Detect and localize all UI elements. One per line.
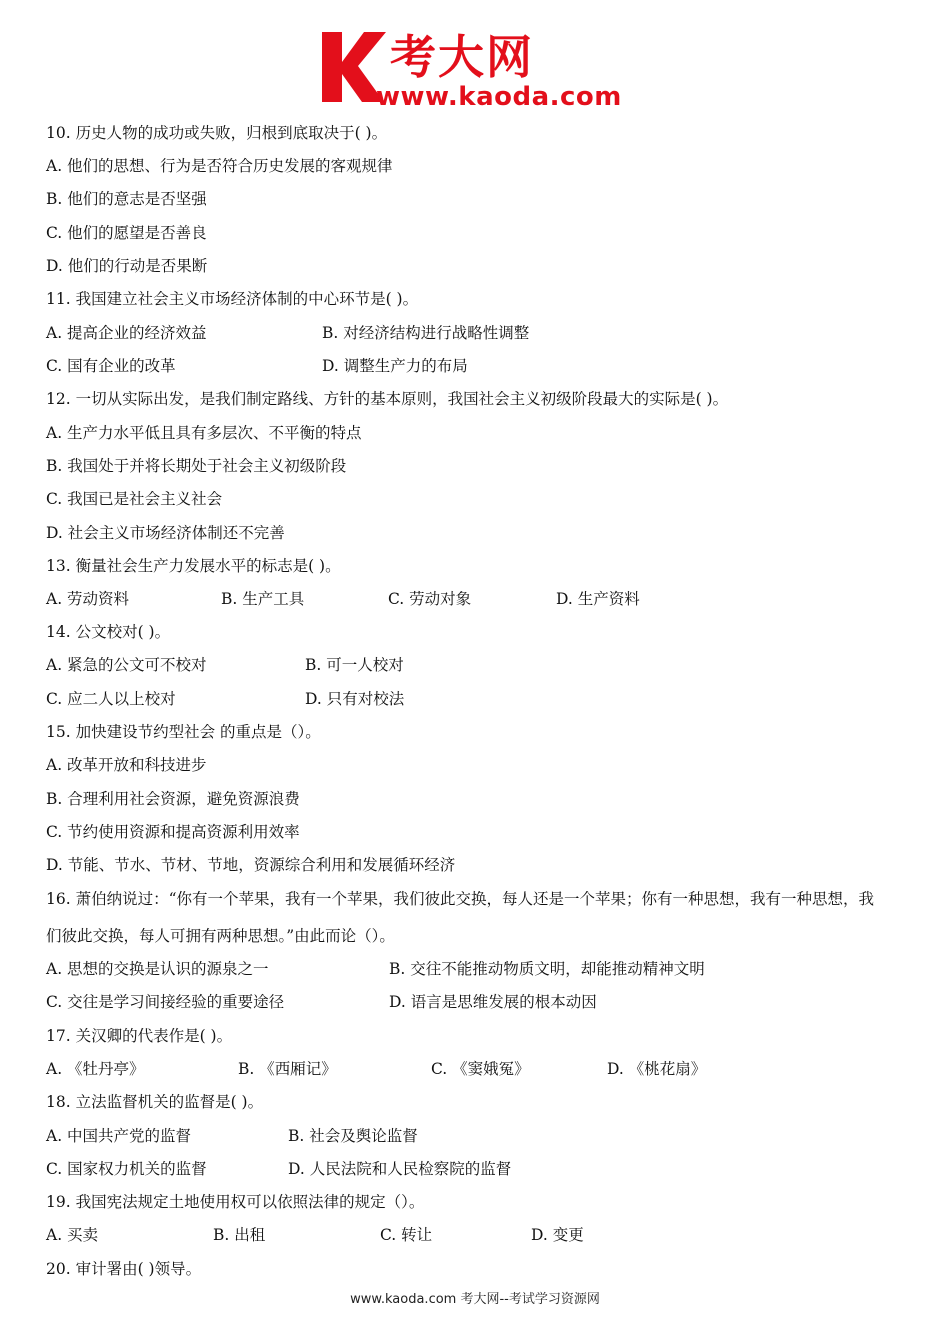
answer-option: C. 国家权力机关的监督 [46, 1160, 207, 1178]
text-line: D. 节能、节水、节材、节地，资源综合利用和发展循环经济 [46, 856, 456, 874]
text-line: 17. 关汉卿的代表作是( )。 [46, 1027, 233, 1045]
page-footer: www.kaoda.com 考大网--考试学习资源网 [350, 1292, 600, 1307]
text-line: 16. 萧伯纳说过：“你有一个苹果，我有一个苹果，我们彼此交换，每人还是一个苹果；你有一种思想，我有一种思想，我 [46, 890, 875, 908]
answer-option: B. 交往不能推动物质文明，却能推动精神文明 [389, 960, 705, 978]
answer-option: B. 生产工具 [221, 590, 305, 608]
text-line: 20. 审计署由( )领导。 [46, 1260, 202, 1278]
text-line: D. 社会主义市场经济体制还不完善 [46, 524, 285, 542]
answer-option: D. 人民法院和人民检察院的监督 [288, 1160, 512, 1178]
answer-option: B. 可一人校对 [305, 656, 404, 674]
logo-url: www.kaoda.com [376, 82, 622, 112]
answer-option: D. 变更 [531, 1226, 584, 1244]
answer-option: B. 社会及舆论监督 [288, 1127, 418, 1145]
text-line: A. 生产力水平低且具有多层次、不平衡的特点 [46, 424, 362, 442]
text-line: 15. 加快建设节约型社会 的重点是（）。 [46, 723, 321, 741]
answer-option: C. 应二人以上校对 [46, 690, 176, 708]
text-line: B. 合理利用社会资源，避免资源浪费 [46, 790, 300, 808]
text-line: 们彼此交换，每人可拥有两种思想。”由此而论（）。 [46, 927, 395, 945]
text-line: C. 他们的愿望是否善良 [46, 224, 207, 242]
answer-option: D. 只有对校法 [305, 690, 405, 708]
text-line: 14. 公文校对( )。 [46, 623, 171, 641]
answer-option: C. 转让 [380, 1226, 433, 1244]
text-line: 11. 我国建立社会主义市场经济体制的中心环节是( )。 [46, 290, 419, 308]
answer-option: C. 劳动对象 [388, 590, 472, 608]
answer-option: A. 提高企业的经济效益 [46, 324, 207, 342]
text-line: A. 改革开放和科技进步 [46, 756, 207, 774]
text-line: C. 我国已是社会主义社会 [46, 490, 223, 508]
logo-title: 考大网 [390, 30, 534, 84]
answer-option: B. 出租 [213, 1226, 266, 1244]
site-logo [318, 28, 648, 118]
answer-option: A. 中国共产党的监督 [46, 1127, 192, 1145]
answer-option: B. 对经济结构进行战略性调整 [322, 324, 530, 342]
answer-option: A. 劳动资料 [46, 590, 130, 608]
answer-option: A. 买卖 [46, 1226, 99, 1244]
answer-option: D. 语言是思维发展的根本动因 [389, 993, 597, 1011]
answer-option: A. 紧急的公文可不校对 [46, 656, 207, 674]
text-line: 13. 衡量社会生产力发展水平的标志是( )。 [46, 557, 341, 575]
text-line: 18. 立法监督机关的监督是( )。 [46, 1093, 264, 1111]
answer-option: B. 《西厢记》 [238, 1060, 337, 1078]
text-line: B. 我国处于并将长期处于社会主义初级阶段 [46, 457, 347, 475]
answer-option: A. 《牡丹亭》 [46, 1060, 145, 1078]
answer-option: A. 思想的交换是认识的源泉之一 [46, 960, 269, 978]
answer-option: C. 国有企业的改革 [46, 357, 176, 375]
answer-option: D. 《桃花扇》 [607, 1060, 707, 1078]
answer-option: C. 交往是学习间接经验的重要途径 [46, 993, 285, 1011]
text-line: B. 他们的意志是否坚强 [46, 190, 207, 208]
answer-option: D. 生产资料 [556, 590, 640, 608]
answer-option: C. 《窦娥冤》 [431, 1060, 530, 1078]
answer-option: D. 调整生产力的布局 [322, 357, 468, 375]
text-line: 10. 历史人物的成功或失败，归根到底取决于( )。 [46, 124, 388, 142]
text-line: 19. 我国宪法规定土地使用权可以依照法律的规定（）。 [46, 1193, 425, 1211]
text-line: C. 节约使用资源和提高资源利用效率 [46, 823, 300, 841]
text-line: 12. 一切从实际出发，是我们制定路线、方针的基本原则，我国社会主义初级阶段最大的实际是( )。 [46, 390, 729, 408]
text-line: D. 他们的行动是否果断 [46, 257, 208, 275]
text-line: A. 他们的思想、行为是否符合历史发展的客观规律 [46, 157, 393, 175]
